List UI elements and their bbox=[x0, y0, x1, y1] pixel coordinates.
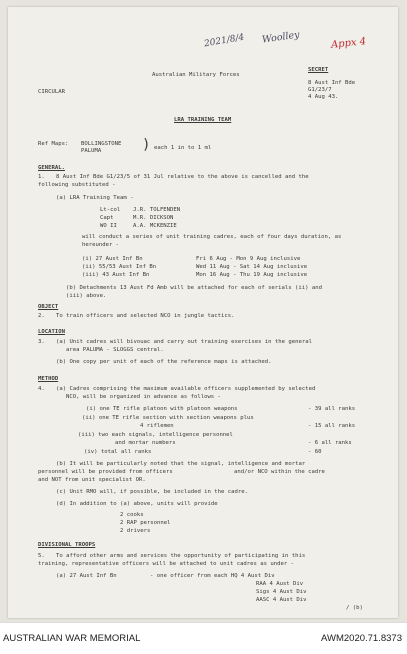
document-title: LRA TRAINING TEAM bbox=[174, 117, 232, 123]
continuation-marker: / (b) bbox=[346, 605, 363, 611]
attachment-unit-name: RAA 4 Aust Div bbox=[256, 581, 304, 587]
para-text: (b) Detachments 13 Aust Fd Amb will be attached for each of serials (ii) and bbox=[66, 285, 322, 291]
footer-institution: AUSTRALIAN WAR MEMORIAL bbox=[3, 633, 141, 644]
para-text: (b) One copy per unit of each of the reference maps is attached. bbox=[56, 359, 272, 365]
attachment-unit: (a) 27 Aust Inf Bn bbox=[56, 573, 117, 579]
cadre-count: - 39 all ranks bbox=[308, 406, 356, 412]
cadre-count: - 60 bbox=[308, 449, 322, 455]
header-date: 4 Aug 43. bbox=[308, 94, 339, 100]
para-text: 8 Aust Inf Bde G1/23/5 of 31 Jul relative to the above is cancelled and the bbox=[56, 174, 309, 180]
para-text: NCO, will be organized in advance as follows - bbox=[66, 394, 221, 400]
ref-map-1: BOLLINGSTONE bbox=[81, 141, 122, 147]
brace-symbol: ) bbox=[142, 137, 151, 153]
circular-label: CIRCULAR bbox=[38, 89, 65, 95]
force-heading: Australian Military Forces bbox=[152, 72, 240, 78]
para-text: hereunder - bbox=[82, 242, 120, 248]
schedule-unit: (iii) 43 Aust Inf Bn bbox=[82, 272, 150, 278]
provision-item: 2 drivers bbox=[120, 528, 151, 534]
provision-item: 2 cooks bbox=[120, 512, 144, 518]
section-heading-method: METHOD bbox=[38, 376, 59, 382]
para-number: 1. bbox=[38, 174, 45, 180]
para-text: To afford other arms and services the opportunity of participating in this bbox=[56, 553, 306, 559]
section-heading-divisional-troops: DIVISIONAL TROOPS bbox=[38, 542, 96, 548]
para-number: 4. bbox=[38, 386, 45, 392]
para-number: 3. bbox=[38, 339, 45, 345]
para-text: training, representative officers will be attached to unit cadres as under - bbox=[38, 561, 294, 567]
attachment-unit-name: AASC 4 Aust Div bbox=[256, 597, 307, 603]
team-name: J.R. TOLFENDEN bbox=[133, 207, 181, 213]
cadre-item: (iv) total all ranks bbox=[84, 449, 152, 455]
team-rank: Lt-col bbox=[100, 207, 121, 213]
para-text: (d) In addition to (a) above, units will provide bbox=[56, 501, 218, 507]
para-text: (b) It will be particularly noted that the signal, intelligence and mortar bbox=[56, 461, 306, 467]
para-text: To train officers and selected NCO in jungle tactics. bbox=[56, 313, 235, 319]
attachment-unit-name: Sigs 4 Aust Div bbox=[256, 589, 307, 595]
cadre-item: (ii) one TE rifle section with section weapons plus bbox=[82, 415, 254, 421]
para-number: 2. bbox=[38, 313, 45, 319]
cadre-count: - 6 all ranks bbox=[308, 440, 352, 446]
para-text: following substituted - bbox=[38, 182, 116, 188]
schedule-date: Wed 11 Aug - Sat 14 Aug inclusive bbox=[196, 264, 308, 270]
section-heading-location: LOCATION bbox=[38, 329, 65, 335]
schedule-date: Mon 16 Aug - Thu 19 Aug inclusive bbox=[196, 272, 308, 278]
document-page bbox=[8, 7, 398, 618]
handwritten-file-number: 2021/8/4 bbox=[203, 32, 245, 50]
para-text: personnel will be provided from officers bbox=[38, 469, 173, 475]
section-heading-object: OBJECT bbox=[38, 304, 59, 310]
team-rank: Capt bbox=[100, 215, 114, 221]
cadre-item: (iii) two each signals, intelligence personnel bbox=[78, 432, 233, 438]
cadre-count: - 15 all ranks bbox=[308, 423, 356, 429]
ref-map-2: PALUMA bbox=[81, 148, 102, 154]
cadre-item: (i) one TE rifle platoon with platoon weapons bbox=[86, 406, 238, 412]
section-heading-general: GENERAL. bbox=[38, 165, 65, 171]
para-text: (a) Unit cadres will bivouac and carry out training exercises in the general bbox=[56, 339, 312, 345]
para-text: (a) LRA Training Team - bbox=[56, 195, 134, 201]
team-name: A.A. MCKENZIE bbox=[133, 223, 177, 229]
para-text: and/or NCO within the cadre bbox=[234, 469, 325, 475]
para-text: will conduct a series of unit training cadres, each of four days duration, as bbox=[82, 234, 342, 240]
archive-footer bbox=[0, 622, 407, 654]
para-text: and NOT from unit specialist OR. bbox=[38, 477, 146, 483]
provision-item: 2 RAP personnel bbox=[120, 520, 171, 526]
para-text: (a) Cadres comprising the maximum available officers supplemented by selected bbox=[56, 386, 316, 392]
schedule-unit: (i) 27 Aust Inf Bn bbox=[82, 256, 143, 262]
handwritten-signature: Woolley bbox=[261, 29, 301, 46]
header-reference: G1/23/7 bbox=[308, 87, 332, 93]
cadre-item: and mortar numbers bbox=[115, 440, 176, 446]
ref-maps-label: Ref Maps: bbox=[38, 141, 69, 147]
attachment-text: - one officer from each HQ 4 Aust Div bbox=[150, 573, 275, 579]
para-text: (iii) above. bbox=[66, 293, 107, 299]
secret-classification: SECRET bbox=[308, 67, 329, 73]
team-name: M.R. DICKSON bbox=[133, 215, 174, 221]
schedule-date: Fri 6 Aug - Mon 9 Aug inclusive bbox=[196, 256, 301, 262]
para-text: area PALUMA - SLOGGS central. bbox=[66, 347, 164, 353]
para-number: 5. bbox=[38, 553, 45, 559]
handwritten-appendix-mark: Appx 4 bbox=[330, 36, 367, 51]
para-text: (c) Unit RMO will, if possible, be included in the cadre. bbox=[56, 489, 248, 495]
team-rank: WO II bbox=[100, 223, 117, 229]
header-unit: 8 Aust Inf Bde bbox=[308, 80, 356, 86]
ref-map-scale: each 1 in to 1 ml bbox=[154, 145, 212, 151]
footer-accession-number: AWM2020.71.8373 bbox=[321, 633, 402, 644]
schedule-unit: (ii) 55/53 Aust Inf Bn bbox=[82, 264, 157, 270]
cadre-item: 4 riflemen bbox=[140, 423, 174, 429]
